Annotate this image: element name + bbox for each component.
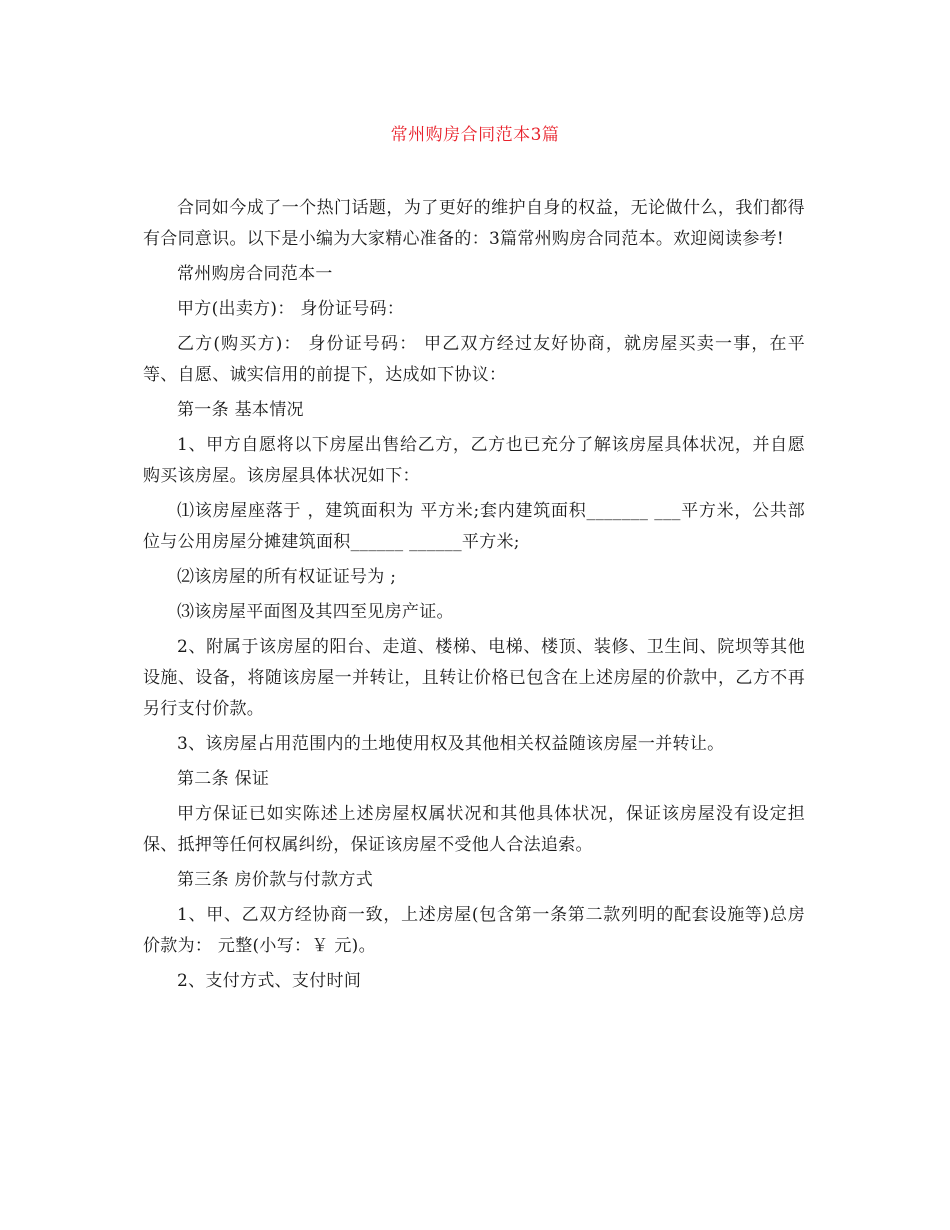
article-two-text: 甲方保证已如实陈述上述房屋权属状况和其他具体状况，保证该房屋没有设定担保、抵押等任何权属纠纷，保证该房屋不受他人合法追索。 — [143, 804, 805, 855]
article-two-heading: 第二条 保证 — [177, 769, 270, 789]
document-body — [143, 193, 805, 997]
article-three-clause-1: 1、甲、乙双方经协商一致，上述房屋(包含第一条第二款列明的配套设施等)总房价款为： 元整(小写：￥ 元)。 — [143, 905, 805, 956]
article-one-item-3: ⑶该房屋平面图及其四至见房产证。 — [177, 602, 454, 622]
section-heading-sample-one: 常州购房合同范本一 — [177, 264, 333, 284]
article-three-clause-2: 2、支付方式、支付时间 — [177, 971, 362, 991]
article-one-clause-1: 1、甲方自愿将以下房屋出售给乙方，乙方也已充分了解该房屋具体状况，并自愿购买该房屋。该房屋具体状况如下： — [143, 435, 805, 486]
article-one-item-2: ⑵该房屋的所有权证证号为 ; — [177, 567, 397, 587]
article-one-clause-3: 3、该房屋占用范围内的土地使用权及其他相关权益随该房屋一并转让。 — [177, 734, 725, 754]
intro-paragraph: 合同如今成了一个热门话题，为了更好的维护自身的权益，无论做什么，我们都得有合同意识。以下是小编为大家精心准备的：3篇常州购房合同范本。欢迎阅读参考! — [143, 198, 805, 249]
party-a-line: 甲方(出卖方)： 身份证号码： — [177, 299, 405, 319]
party-b-line: 乙方(购买方)： 身份证号码： 甲乙双方经过友好协商，就房屋买卖一事，在平等、自愿、诚实信用的前提下，达成如下协议： — [143, 334, 805, 385]
article-one-heading: 第一条 基本情况 — [177, 400, 304, 420]
document-title: 常州购房合同范本3篇 — [390, 125, 560, 145]
article-three-heading: 第三条 房价款与付款方式 — [177, 870, 374, 890]
article-one-clause-2: 2、附属于该房屋的阳台、走道、楼梯、电梯、楼顶、装修、卫生间、院坝等其他设施、设备，将随该房屋一并转让，且转让价格已包含在上述房屋的价款中，乙方不再另行支付价款。 — [143, 637, 805, 719]
article-one-item-1: ⑴该房屋座落于 ，建筑面积为 平方米;套内建筑面积_______ ___平方米，公共部位与公用房屋分摊建筑面积______ ______平方米; — [143, 501, 805, 552]
